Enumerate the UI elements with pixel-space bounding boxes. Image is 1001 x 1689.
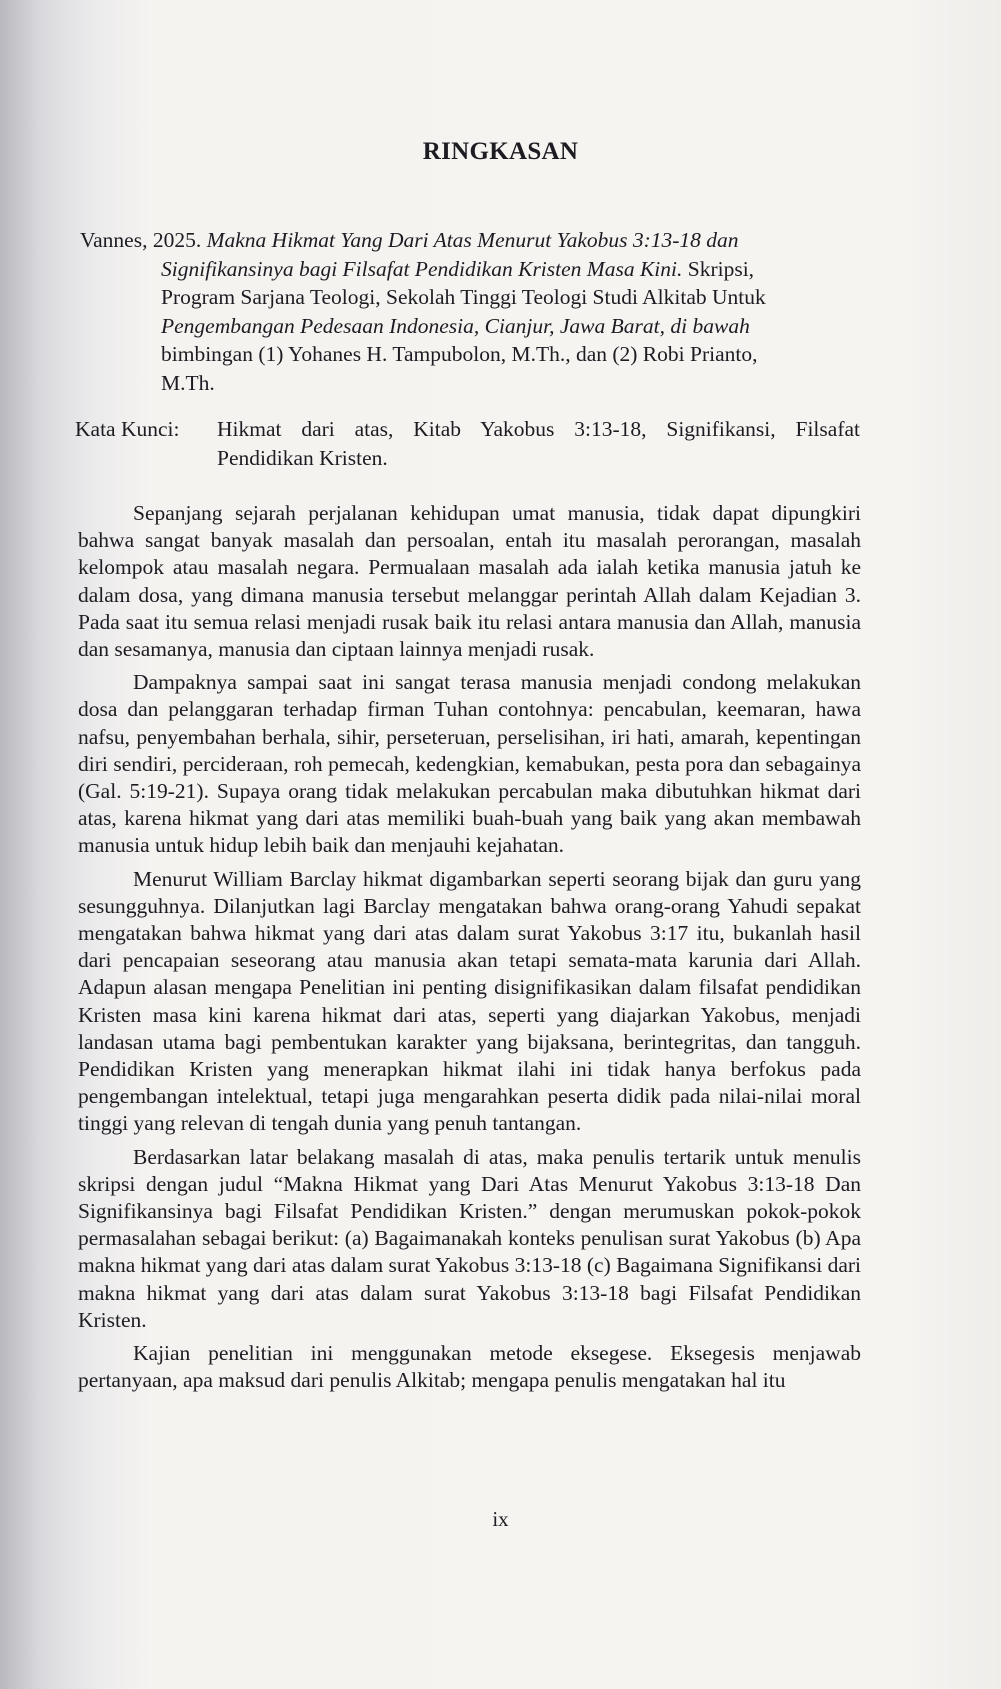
keywords-block bbox=[75, 415, 860, 472]
citation-block bbox=[80, 226, 860, 397]
citation-program: Program Sarjana Teologi, Sekolah Tinggi Teologi Studi Alkitab Untuk bbox=[161, 285, 766, 309]
paragraph: Menurut William Barclay hikmat digambarkan seperti seorang bijak dan guru yang sesungguhnya. Dilanjutkan lagi Barclay mengatakan bahwa orang-orang Yahudi sepakat mengatakan bahwa hikmat yang dari atas dalam surat Yakobus 3:17 itu, bukanlah hasil dari pencapaian seseorang atau manusia akan tetapi semata-mata karunia dari Allah. Adapun alasan mengapa Penelitian ini penting disignifikasikan dalam filsafat pendidikan Kristen masa kini karena hikmat dari atas, seperti yang diajarkan Yakobus, menjadi landasan utama bagi pembentukan karakter yang bijaksana, berintegritas, dan tangguh. Pendidikan Kristen yang menerapkan hikmat ilahi ini tidak hanya berfokus pada pengembangan intelektual, tetapi juga mengarahkan peserta didik pada nilai-nilai moral tinggi yang relevan di tengah dunia yang penuh tantangan. bbox=[78, 866, 861, 1136]
keywords-label: Kata Kunci: bbox=[75, 417, 180, 441]
citation-title-line2: Signifikansinya bagi Filsafat Pendidikan Kristen Masa Kini. bbox=[161, 256, 683, 281]
page-title: RINGKASAN bbox=[422, 138, 579, 165]
citation-supervisors: bimbingan (1) Yohanes H. Tampubolon, M.Th., dan (2) Robi Prianto, bbox=[161, 342, 758, 366]
citation-degree: M.Th. bbox=[161, 370, 215, 395]
citation-author-year: Vannes, 2025. bbox=[80, 228, 202, 252]
summary-body bbox=[78, 500, 861, 1401]
citation-location: Pengembangan Pedesaan Indonesia, Cianjur, Jawa Barat, di bawah bbox=[161, 313, 750, 338]
paragraph: Berdasarkan latar belakang masalah di atas, maka penulis tertarik untuk menulis skripsi dengan judul “Makna Hikmat yang Dari Atas Menurut Yakobus 3:13-18 Dan Signifikansinya bagi Filsafat Pendidikan Kristen.” dengan merumuskan pokok-pokok permasalahan sebagai berikut: (a) Bagaimanakah konteks penulisan surat Yakobus (b) Apa makna hikmat yang dari atas dalam surat Yakobus 3:13-18 (c) Bagaimana Signifikansi dari makna hikmat yang dari atas dalam surat Yakobus 3:13-18 bagi Filsafat Pendidikan Kristen. bbox=[78, 1144, 861, 1332]
page-number: ix bbox=[492, 1507, 509, 1531]
citation-type: Skripsi, bbox=[687, 256, 755, 281]
paragraph: Sepanjang sejarah perjalanan kehidupan umat manusia, tidak dapat dipungkiri bahwa sangat banyak masalah dan persoalan, entah itu masalah perorangan, masalah kelompok atau masalah negara. Permualaan masalah ada ialah ketika manusia jatuh ke dalam dosa, yang dimana manusia tersebut melanggar perintah Allah dalam Kejadian 3. Pada saat itu semua relasi menjadi rusak baik itu relasi antara manusia dan Allah, manusia dan sesamanya, manusia dan ciptaan lainnya menjadi rusak. bbox=[78, 501, 861, 662]
paragraph: Kajian penelitian ini menggunakan metode eksegese. Eksegesis menjawab pertanyaan, apa maksud dari penulis Alkitab; mengapa penulis mengatakan hal itu bbox=[78, 1341, 861, 1393]
citation-title-line1: Makna Hikmat Yang Dari Atas Menurut Yakobus 3:13-18 dan bbox=[206, 228, 739, 252]
keywords-text: Hikmat dari atas, Kitab Yakobus 3:13-18, Signifikansi, Filsafat Pendidikan Kristen. bbox=[217, 417, 860, 470]
paragraph: Dampaknya sampai saat ini sangat terasa manusia menjadi condong melakukan dosa dan pelanggaran terhadap firman Tuhan contohnya: pencabulan, keemaran, hawa nafsu, penyembahan berhala, sihir, perseteruan, perselisihan, iri hati, amarah, kepentingan diri sendiri, percideraan, roh pemecah, kedengkian, kemabukan, pesta pora dan sebagainya (Gal. 5:19-21). Supaya orang tidak melakukan percabulan maka dibutuhkan hikmat dari atas, karena hikmat yang dari atas memiliki buah-buah yang baik yang akan membawah manusia untuk hidup lebih baik dan menjauhi kejahatan. bbox=[78, 670, 861, 858]
